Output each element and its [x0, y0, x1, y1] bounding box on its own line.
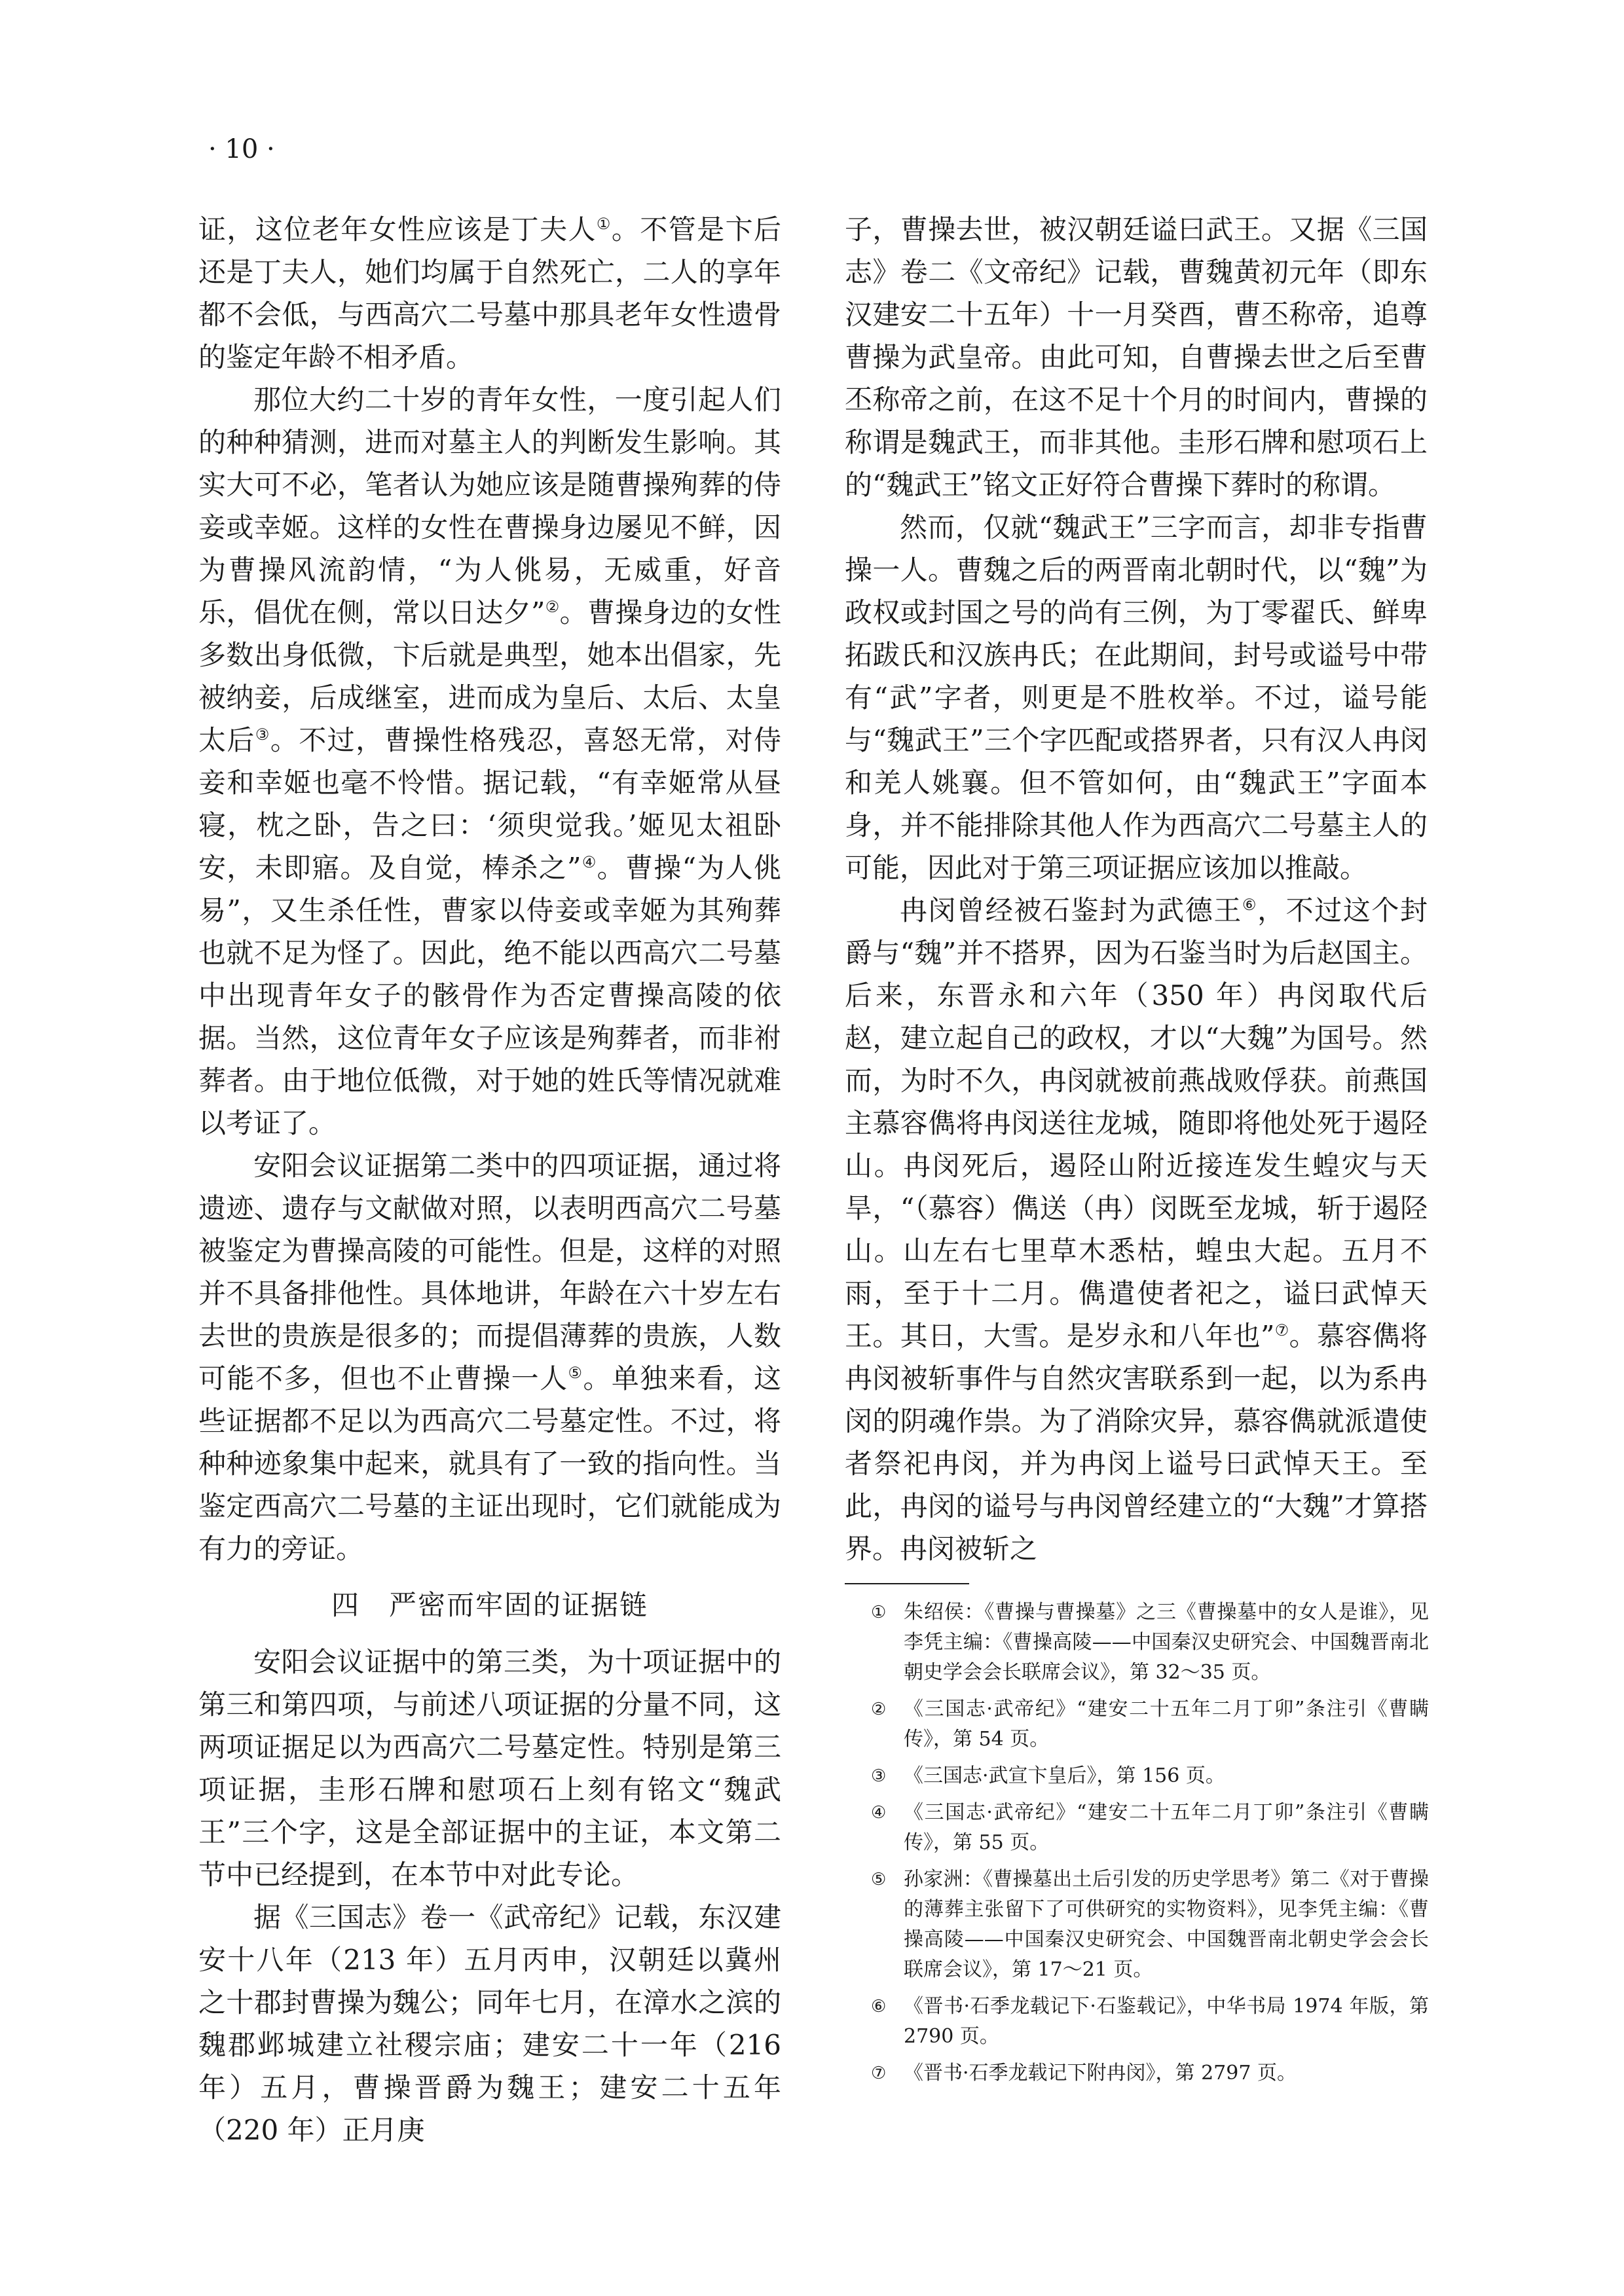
footnote-item	[845, 1761, 1429, 1791]
footnote-text: 孙家洲：《曹操墓出土后引发的历史学思考》第二《对于曹操的薄葬主张留下了可供研究的实物资料》，见李凭主编：《曹操高陵——中国秦汉史研究会、中国魏晋南北朝史学会会长联席会议》，第 17～21 页。	[904, 1868, 1429, 1981]
paragraph-text: 据《三国志》卷一《武帝纪》记载，东汉建安十八年（213 年）五月丙申，汉朝廷以冀州之十郡封曹操为魏公；同年七月，在漳水之滨的魏郡邺城建立社稷宗庙；建安二十一年（216 年）五月，曹操晋爵为魏王；建安二十五年（220 年）正月庚	[198, 1901, 781, 2146]
footnote-number: ④	[871, 1803, 887, 1823]
footnote-item	[845, 1992, 1429, 2052]
paragraph-text: 冉闵曾经被石鉴封为武德王	[900, 894, 1242, 926]
paragraph	[845, 208, 1428, 506]
paragraph	[198, 1896, 781, 2151]
footnote-number: ⑤	[871, 1870, 887, 1889]
footnote-number: ①	[871, 1603, 887, 1622]
paragraph	[198, 378, 781, 1144]
paragraph-text: 。不管是卞后还是丁夫人，她们均属于自然死亡，二人的享年都不会低，与西高穴二号墓中那具老年女性遗骨的鉴定年龄不相矛盾。	[198, 213, 781, 373]
paragraph-text: 证，这位老年女性应该是丁夫人	[198, 213, 597, 246]
footnote-text: 《三国志·武帝纪》“建安二十五年二月丁卯”条注引《曹瞒传》，第 55 页。	[904, 1801, 1429, 1854]
paragraph	[198, 1144, 781, 1570]
footnote-number: ②	[871, 1700, 887, 1719]
footnote-reference: ⑦	[1274, 1321, 1289, 1339]
paragraph-text: 。曹操身边的女性多数出身低微，卞后就是典型，她本出倡家，先被纳妾，后成继室，进而成为皇后、太后、太皇太后	[198, 596, 781, 756]
footnote-reference: ①	[596, 215, 612, 233]
footnote-text: 朱绍侯：《曹操与曹操墓》之三《曹操墓中的女人是谁》，见李凭主编：《曹操高陵——中国秦汉史研究会、中国魏晋南北朝史学会会长联席会议》，第 32～35 页。	[904, 1601, 1429, 1684]
footnote-reference: ⑥	[1242, 896, 1258, 914]
footnote-reference: ④	[581, 853, 597, 871]
footnote-item	[845, 1694, 1429, 1755]
paragraph-text: 子，曹操去世，被汉朝廷谥曰武王。又据《三国志》卷二《文帝纪》记载，曹魏黄初元年（即东汉建安二十五年）十一月癸酉，曹丕称帝，追尊曹操为武皇帝。由此可知，自曹操去世之后至曹丕称帝之前，在这不足十个月的时间内，曹操的称谓是魏武王，而非其他。圭形石牌和慰项石上的“魏武王”铭文正好符合曹操下葬时的称谓。	[845, 213, 1428, 501]
right-column	[845, 208, 1428, 1570]
paragraph	[198, 1641, 781, 1896]
paragraph-text: 然而，仅就“魏武王”三字而言，却非专指曹操一人。曹魏之后的两晋南北朝时代，以“魏”为政权或封国之号的尚有三例，为丁零翟氏、鲜卑拓跋氏和汉族冉氏；在此期间，封号或谥号中带有“武”字者，则更是不胜枚举。不过，谥号能与“魏武王”三个字匹配或搭界者，只有汉人冉闵和羌人姚襄。但不管如何，由“魏武王”字面本身，并不能排除其他人作为西高穴二号墓主人的可能，因此对于第三项证据应该加以推敲。	[845, 511, 1428, 884]
footnote-text: 《晋书·石季龙载记下附冉闵》，第 2797 页。	[904, 2062, 1297, 2085]
footnote-divider	[845, 1583, 969, 1584]
section-heading: 四 严密而牢固的证据链	[331, 1589, 648, 1621]
footnote-text: 《晋书·石季龙载记下·石鉴载记》，中华书局 1974 年版，第 2790 页。	[904, 1995, 1429, 2048]
page-number: · 10 ·	[208, 134, 275, 164]
footnote-item	[845, 2058, 1429, 2088]
footnote-number: ⑥	[871, 1997, 887, 2016]
paragraph-text: 。慕容儁将冉闵被斩事件与自然灾害联系到一起，以为系冉闵的阴魂作祟。为了消除灾异，慕容儁就派遣使者祭祀冉闵，并为冉闵上谥号曰武悼天王。至此，冉闵的谥号与冉闵曾经建立的“大魏”才算搭界。冉闵被斩之	[845, 1320, 1428, 1565]
paragraph-text: 。单独来看，这些证据都不足以为西高穴二号墓定性。不过，将种种迹象集中起来，就具有了一致的指向性。当鉴定西高穴二号墓的主证出现时，它们就能成为有力的旁证。	[198, 1362, 781, 1565]
paragraph-text: 安阳会议证据第二类中的四项证据，通过将遗迹、遗存与文献做对照，以表明西高穴二号墓被鉴定为曹操高陵的可能性。但是，这样的对照并不具备排他性。具体地讲，年龄在六十岁左右去世的贵族是很多的；而提倡薄葬的贵族，人数可能不多，但也不止曹操一人	[198, 1150, 781, 1394]
paragraph-text: 。曹操“为人佻易”，又生杀任性，曹家以侍妾或幸姬为其殉葬也就不足为怪了。因此，绝不能以西高穴二号墓中出现青年女子的骸骨作为否定曹操高陵的依据。当然，这位青年女子应该是殉葬者，而非祔葬者。由于地位低微，对于她的姓氏等情况就难以考证了。	[198, 852, 781, 1139]
left-column	[198, 208, 781, 2151]
footnote-reference: ③	[255, 725, 270, 744]
paragraph-text: 安阳会议证据中的第三类，为十项证据中的第三和第四项，与前述八项证据的分量不同，这两项证据足以为西高穴二号墓定性。特别是第三项证据，圭形石牌和慰项石上刻有铭文“魏武王”三个字，这是全部证据中的主证，本文第二节中已经提到，在本节中对此专论。	[198, 1646, 781, 1891]
footnote-reference: ②	[545, 598, 560, 616]
paragraph	[845, 506, 1428, 889]
footnote-item	[845, 1798, 1429, 1858]
footnote-text: 《三国志·武宣卞皇后》，第 156 页。	[904, 1764, 1225, 1787]
footnote-number: ③	[871, 1766, 887, 1786]
paragraph-text: 那位大约二十岁的青年女性，一度引起人们的种种猜测，进而对墓主人的判断发生影响。其实大可不必，笔者认为她应该是随曹操殉葬的侍妾或幸姬。这样的女性在曹操身边屡见不鲜，因为曹操风流韵情，“为人佻易，无威重，好音乐，倡优在侧，常以日达夕”	[198, 384, 781, 629]
footnote-item	[845, 1865, 1429, 1985]
footnote-reference: ⑤	[568, 1364, 583, 1382]
paragraph-text: 。不过，曹操性格残忍，喜怒无常，对侍妾和幸姬也毫不怜惜。据记载，“有幸姬常从昼寝，枕之卧，告之曰：‘须臾觉我。’姬见太祖卧安，未即寤。及自觉，棒杀之”	[198, 724, 781, 884]
paragraph-text: ，不过这个封爵与“魏”并不搭界，因为石鉴当时为后赵国主。后来，东晋永和六年（350 年）冉闵取代后赵，建立起自己的政权，才以“大魏”为国号。然而，为时不久，冉闵就被前燕战败俘获。前燕国主慕容儁将冉闵送往龙城，随即将他处死于遏陉山。冉闵死后，遏陉山附近接连发生蝗灾与天旱，“（慕容）儁送（冉）闵既至龙城，斩于遏陉山。山左右七里草木悉枯，蝗虫大起。五月不雨，至于十二月。儁遣使者祀之，谥曰武悼天王。其日，大雪。是岁永和八年也”	[845, 894, 1428, 1352]
paragraph	[845, 889, 1428, 1570]
footnote-number: ⑦	[871, 2064, 887, 2083]
paragraph	[198, 208, 781, 378]
footnotes	[845, 1597, 1429, 2095]
footnote-text: 《三国志·武帝纪》“建安二十五年二月丁卯”条注引《曹瞒传》，第 54 页。	[904, 1698, 1429, 1751]
footnote-item	[845, 1597, 1429, 1688]
